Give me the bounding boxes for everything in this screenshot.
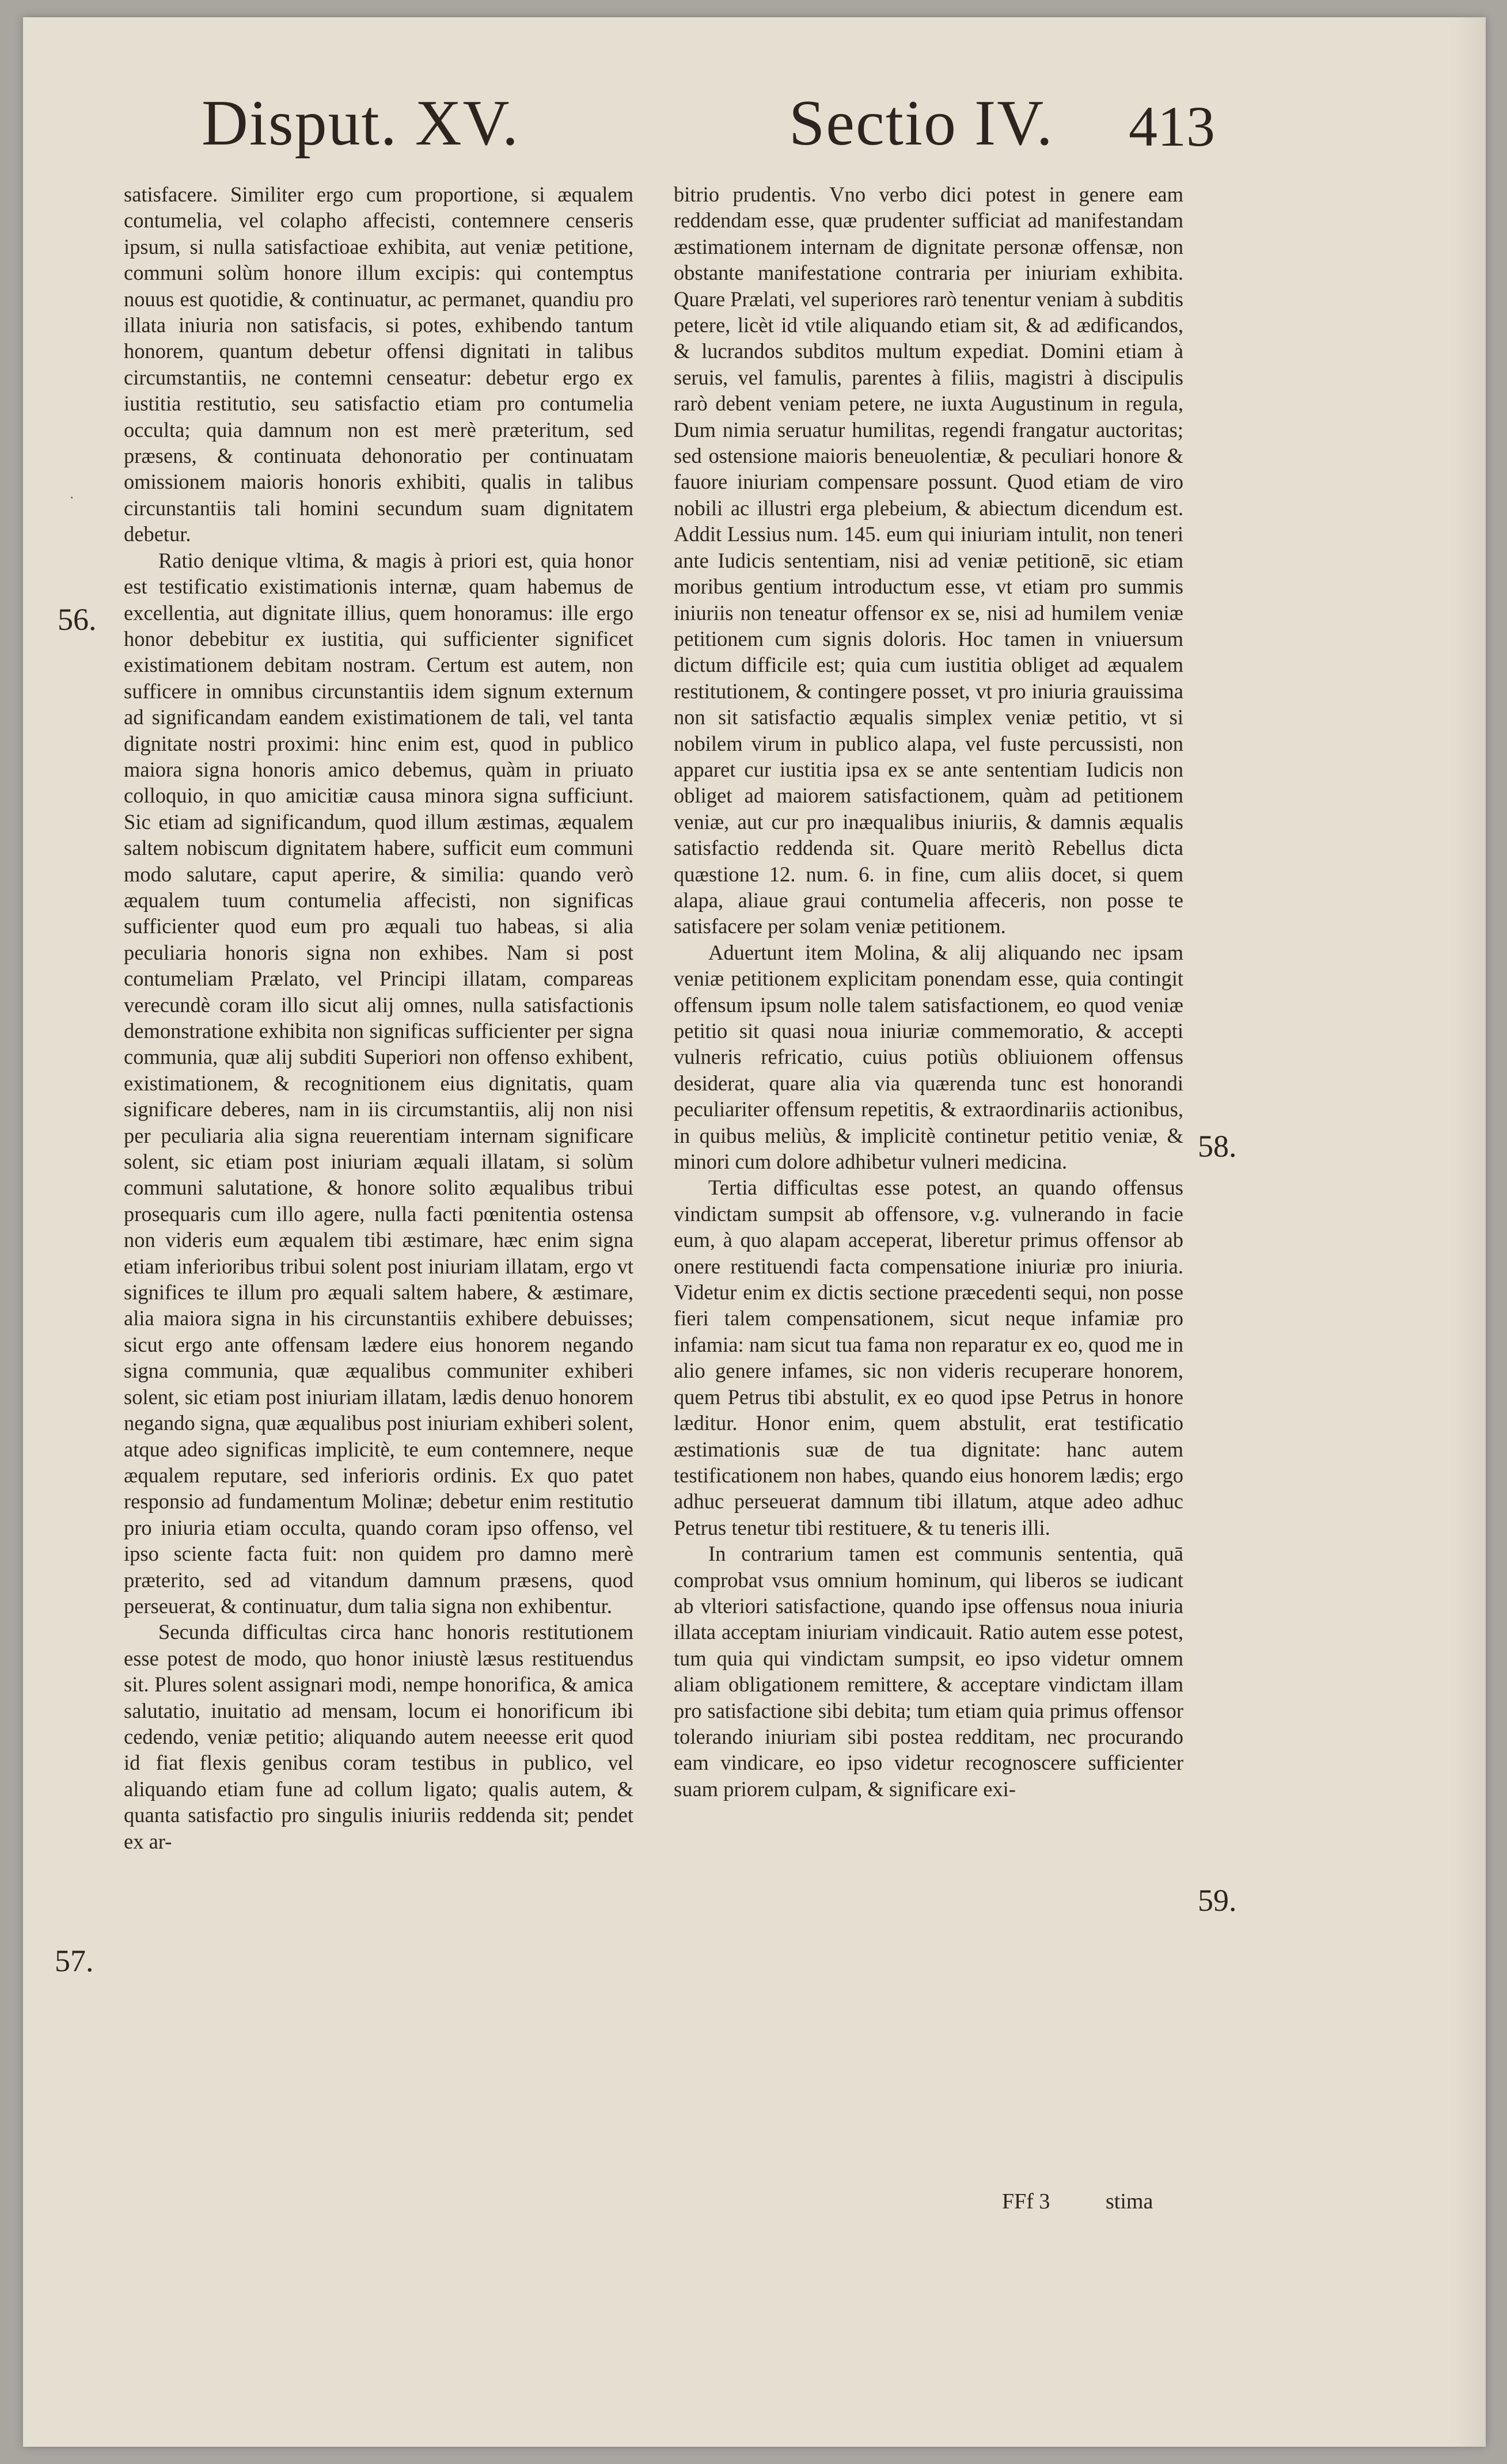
running-head-right: Sectio IV. bbox=[789, 88, 1054, 159]
paragraph-58b: Tertia difficultas esse potest, an quando offensus vindictam sumpsit ab offensore, v.g. vulnerando in facie eum, à quo alapam acceperat, liberetur primus offensor ab onere restituendi facta compensatione iniuriæ pro iniuria. Videtur enim ex dictis sectione præcedenti sequi, non posse fieri talem compensationem, sicut neque infamiæ pro infamia: nam sicut tua fama non reparatur ex eo, quod me in alio genere infames, sic non videris recuperare honorem, quem Petrus tibi abstulit, ex eo quod ipse Petrus in honore læditur. Honor enim, quem abstulit, erat testificatio æstimationis suæ de tua dignitate: hanc autem testificationem non habes, quando eius honorem lædis; ergo adhuc perseuerat damnum tibi illatum, atque adeo adhuc Petrus tenetur tibi restituere, & tu teneris illi. bbox=[674, 1176, 1189, 1539]
left-column bbox=[124, 181, 639, 1854]
margin-number-58: 58. bbox=[1198, 1129, 1237, 1163]
running-head-left: Disput. XV. bbox=[202, 88, 520, 159]
paragraph-59: In contrarium tamen est communis sententia, quā comprobat vsus omnium hominum, qui liberos se iudicant ab vlteriori satisfactione, quando ipse offensus noua iniuria illata acceptam iniuriam vindicauit. Ratio autem esse potest, tum quia qui vindictam sumpsit, eo ipso videtur omnem aliam obligationem remittere, & acceptare vindictam illam pro satisfactione sibi debita; tum etiam quia primus offensor tolerando iniuriam sibi postea redditam, nec procurando eam vindicare, eo ipso videtur recognoscere sufficienter suam priorem culpam, & significare exi- bbox=[674, 1542, 1189, 1801]
margin-number-57: 57. bbox=[55, 1944, 94, 1978]
paragraph-58: Aduertunt item Molina, & alij aliquando nec ipsam veniæ petitionem explicitam ponendam esse, quia contingit offensum ipsum nolle talem satisfactionem, eo quod veniæ petitio sit quasi noua iniuriæ commemoratio, & accepti vulneris refricatio, cuius potiùs obliuionem offensus desiderat, quare alia via quærenda tunc est honorandi peculiariter offensum repetitis, & extraordinariis actionibus, in quibus meliùs, & implicitè continetur petitio veniæ, & minori cum dolore adhibetur vulneri medicina. bbox=[674, 940, 1189, 1174]
margin-number-59: 59. bbox=[1198, 1883, 1237, 1918]
paragraph-continuation: satisfacere. Similiter ergo cum proportione, si æqualem contumelia, vel colapho affecisti, contemnere censeris ipsum, si nulla satisfactioae exhibita, aut veniæ petitione, communi solùm honore illum excipis: qui contemptus nouus est quotidie, & continuatur, ac permanet, quandiu pro illata iniuria non satisfacis, si potes, exhibendo tantum honorem, quantum debetur offensi dignitati in talibus circumstantiis, ne contemni censeatur: debetur ergo ex iustitia restitutio, seu satisfactio etiam pro contumelia occulta; quia damnum non est merè præteritum, sed præsens, & continuata dehonoratio per continuatam omissionem maioris honoris exhibiti, qualis in talibus circunstantiis tali homini secundum suam dignitatem debetur. bbox=[124, 182, 639, 546]
page-number: 413 bbox=[1129, 94, 1215, 158]
catchword: stima bbox=[1106, 2189, 1153, 2214]
paragraph-57: Secunda difficultas circa hanc honoris restitutionem esse potest de modo, quo honor iniustè læsus restituendus sit. Plures solent assignari modi, nempe honorifica, & amica salutatio, inuitatio ad mensam, locum ei honorificum ibi cedendo, veniæ petitio; aliquando autem neeesse erit quod id fiat flexis genibus coram testibus in publico, vel aliquando etiam fune ad collum ligato; qualis autem, & quanta satisfactio pro singulis iniuriis reddenda sit; pendet ex ar- bbox=[124, 1620, 639, 1853]
book-page bbox=[23, 17, 1486, 2447]
margin-dot: · bbox=[69, 489, 75, 507]
page-shadow bbox=[1451, 17, 1486, 2447]
right-column bbox=[674, 181, 1189, 1802]
paragraph-continuation: bitrio prudentis. Vno verbo dici potest in genere eam reddendam esse, quæ prudenter sufficiat ad manifestandam æstimationem internam de dignitate personæ offensæ, non obstante manifestatione contraria per iniuriam exhibita. Quare Prælati, vel superiores rarò tenentur veniam à subditis petere, licèt id vtile aliquando etiam sit, & ad ædificandos, & lucrandos subditos multum expediat. Domini etiam à seruis, vel famulis, parentes à filiis, magistri à discipulis rarò debent veniam petere, ne iuxta Augustinum in regula, Dum nimia seruatur humilitas, regendi frangatur auctoritas; sed ostensione maioris beneuolentiæ, & peculiari honore & fauore iniuriam compensare possunt. Quod etiam de viro nobili ac illustri erga plebeium, & abiectum dicendum est. Addit Lessius num. 145. eum qui iniuriam intulit, non teneri ante Iudicis sententiam, nisi ad veniæ petitionē, sic etiam moribus gentium introductum esse, vt etiam pro summis iniuriis non teneatur offensor ex se, nisi ad humilem veniæ petitionem cum signis doloris. Hoc tamen in vniuersum dictum difficile est; quia cum iustitia obliget ad æqualem restitutionem, & contingere posset, vt pro iniuria grauissima non sit satisfactio æqualis simplex veniæ petitio, vt si nobilem virum in publico alapa, vel fuste percussisti, non apparet cur iustitia ipsa ex se ante sententiam Iudicis non obliget ad maiorem satisfactionem, quàm ad petitionem veniæ, aut cur pro inæqualibus iniuriis, & damnis æqualis satisfactio reddenda sit. Quare meritò Rebellus dicta quæstione 12. num. 6. in fine, cum aliis docet, si quem alapa, aliaue graui contumelia affeceris, non posse te satisfacere per solam veniæ petitionem. bbox=[674, 182, 1189, 938]
signature-mark: FFf 3 bbox=[1002, 2189, 1050, 2214]
paragraph-56: Ratio denique vltima, & magis à priori est, quia honor est testificatio existimationis internæ, quam habemus de excellentia, aut dignitate illius, quem honoramus: ille ergo honor debebitur ex iustitia, qui sufficienter significet existimationem debitam nostram. Certum est autem, non sufficere in omnibus circunstantiis idem signum externum ad significandam eandem existimationem de tali, vel tanta dignitate nostri proximi: hinc enim est, quod in publico maiora signa honoris amico debemus, quàm in priuato colloquio, in quo amicitiæ causa minora signa sufficiunt. Sic etiam ad significandum, quod illum æstimas, æqualem saltem nobiscum dignitatem habere, sufficit eum communi modo salutare, caput aperire, & similia: quando verò æqualem tuum contumelia affecisti, non significas sufficienter quod eum pro æquali tuo habeas, si alia peculiaria honoris signa non exhibes. Nam si post contumeliam Prælato, vel Principi illatam, compareas verecundè coram illo sicut alij omnes, nulla satisfactionis demonstratione exhibita non significas sufficienter per signa communia, quæ alij subditi Superiori non offenso exhibent, existimationem, & recognitionem eius dignitatis, quam significare deberes, nam in iis circumstantiis, alij non nisi per peculiaria alia signa reuerentiam internam significare solent, sic etiam post iniuriam æquali illatam, si solùm communi salutatione, & honore solito æqualibus tribui prosequaris cum illo agere, nulla facti pœnitentia ostensa non videris eum æqualem tibi æstimare, hæc enim signa etiam inferioribus tribui solent post iniuriam illatam, ergo vt significes te illum pro æquali saltem habere, & æstimare, alia maiora signa in his circunstantiis exhibere debuisses; sicut ergo ante offensam lædere eius honorem negando signa communia, quæ æqualibus communiter exhiberi solent, sic etiam post iniuriam illatam, lædis denuo honorem negando signa, quæ æqualibus post iniuriam exhiberi solent, atque adeo significas implicitè, te eum contemnere, neque æqualem reputare, sed inferioris ordinis. Ex quo patet responsio ad fundamentum Molinæ; debetur enim restitutio pro iniuria etiam occulta, quando coram ipso offenso, vel ipso sciente facta fuit: non quidem pro damno merè præterito, sed ad vitandum damnum præsens, quod perseuerat, & continuatur, dum talia signa non exhibentur. bbox=[124, 548, 639, 1618]
running-head bbox=[23, 86, 1486, 173]
margin-number-56: 56. bbox=[58, 602, 97, 637]
